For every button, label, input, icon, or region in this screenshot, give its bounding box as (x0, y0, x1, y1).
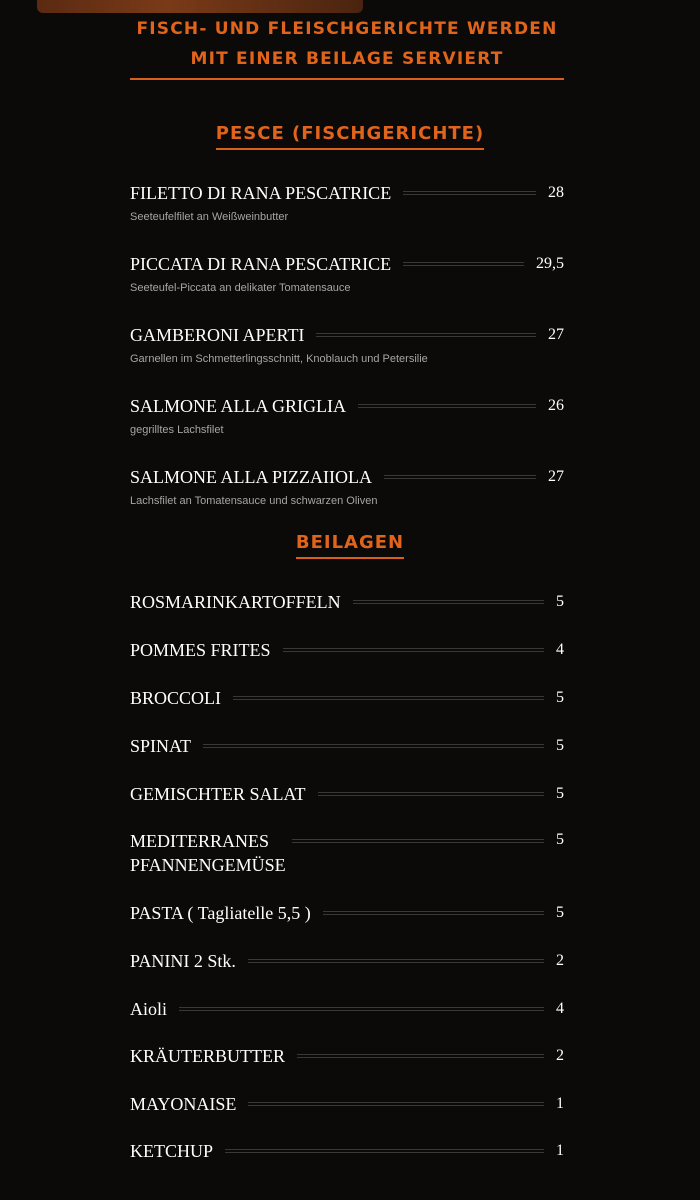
item-name: KRÄUTERBUTTER (130, 1046, 285, 1066)
intro-notice: FISCH- UND FLEISCHGERICHTE WERDEN MIT EINER BEILAGE SERVIERT (130, 14, 564, 80)
item-divider (384, 475, 536, 479)
item-name: PASTA ( Tagliatelle 5,5 ) (130, 903, 311, 923)
item-price: 27 (548, 326, 564, 343)
item-divider (316, 333, 536, 337)
item-divider (225, 1149, 544, 1153)
item-name: PANINI 2 Stk. (130, 951, 236, 971)
menu-item (130, 181, 564, 223)
item-divider (403, 262, 524, 266)
item-divider (353, 600, 544, 604)
menu-item (130, 1044, 564, 1068)
section-title-beilagen: BEILAGEN (0, 532, 700, 559)
item-name: GEMISCHTER SALAT (130, 784, 306, 804)
item-price: 5 (556, 593, 564, 610)
item-name: SALMONE ALLA GRIGLIA (130, 396, 346, 416)
item-divider (403, 191, 536, 195)
item-price: 1 (556, 1142, 564, 1159)
item-divider (297, 1054, 544, 1058)
item-description: Seeteufelfilet an Weißweinbutter (130, 211, 289, 223)
item-divider (203, 744, 544, 748)
item-divider (358, 404, 536, 408)
menu-item (130, 465, 564, 507)
item-price: 5 (556, 737, 564, 754)
item-description: Lachsfilet an Tomatensauce und schwarzen Oliven (130, 495, 378, 507)
menu-item (130, 590, 564, 614)
menu-item (130, 638, 564, 662)
menu-item (130, 782, 564, 806)
section-title-pesce: PESCE (FISCHGERICHTE) (0, 123, 700, 150)
item-divider (248, 959, 544, 963)
item-divider (233, 696, 544, 700)
item-price: 2 (556, 952, 564, 969)
item-name: KETCHUP (130, 1141, 214, 1161)
item-price: 1 (556, 1095, 564, 1112)
menu-item (130, 686, 564, 710)
item-price: 5 (556, 904, 564, 921)
item-description: gegrilltes Lachsfilet (130, 424, 224, 436)
item-price: 4 (556, 1000, 564, 1017)
item-price: 27 (548, 468, 564, 485)
item-divider (318, 792, 544, 796)
item-price: 4 (556, 641, 564, 658)
menu-item (130, 997, 564, 1021)
item-description: Garnellen im Schmetterlingsschnitt, Knoblauch und Petersilie (130, 353, 428, 365)
item-price: 5 (556, 689, 564, 706)
item-name: BROCCOLI (130, 688, 222, 708)
menu-item (130, 394, 564, 436)
item-price: 5 (556, 831, 564, 848)
menu-item (130, 323, 564, 365)
header-food-image (37, 0, 363, 13)
item-name: MAYONAISE (130, 1094, 237, 1114)
item-name: MEDITERRANES PFANNENGEMÜSE (130, 831, 286, 875)
item-divider (292, 839, 544, 843)
menu-item (130, 1139, 564, 1163)
item-name: PICCATA DI RANA PESCATRICE (130, 254, 392, 274)
menu-item (130, 252, 564, 294)
item-name: POMMES FRITES (130, 640, 271, 660)
item-name: SALMONE ALLA PIZZAIIOLA (130, 467, 372, 487)
item-price: 28 (548, 184, 564, 201)
menu-item (130, 829, 564, 877)
item-name: Aioli (130, 999, 168, 1019)
item-divider (179, 1007, 544, 1011)
item-name: SPINAT (130, 736, 192, 756)
item-price: 2 (556, 1047, 564, 1064)
item-name: ROSMARINKARTOFFELN (130, 592, 341, 612)
item-name: GAMBERONI APERTI (130, 325, 305, 345)
item-price: 5 (556, 785, 564, 802)
item-price: 29,5 (536, 255, 564, 272)
item-divider (248, 1102, 544, 1106)
item-description: Seeteufel-Piccata an delikater Tomatensauce (130, 282, 351, 294)
menu-item (130, 949, 564, 973)
menu-item (130, 734, 564, 758)
item-divider (283, 648, 544, 652)
menu-item (130, 1092, 564, 1116)
menu-item (130, 901, 564, 925)
item-divider (323, 911, 544, 915)
item-price: 26 (548, 397, 564, 414)
item-name: FILETTO DI RANA PESCATRICE (130, 183, 392, 203)
